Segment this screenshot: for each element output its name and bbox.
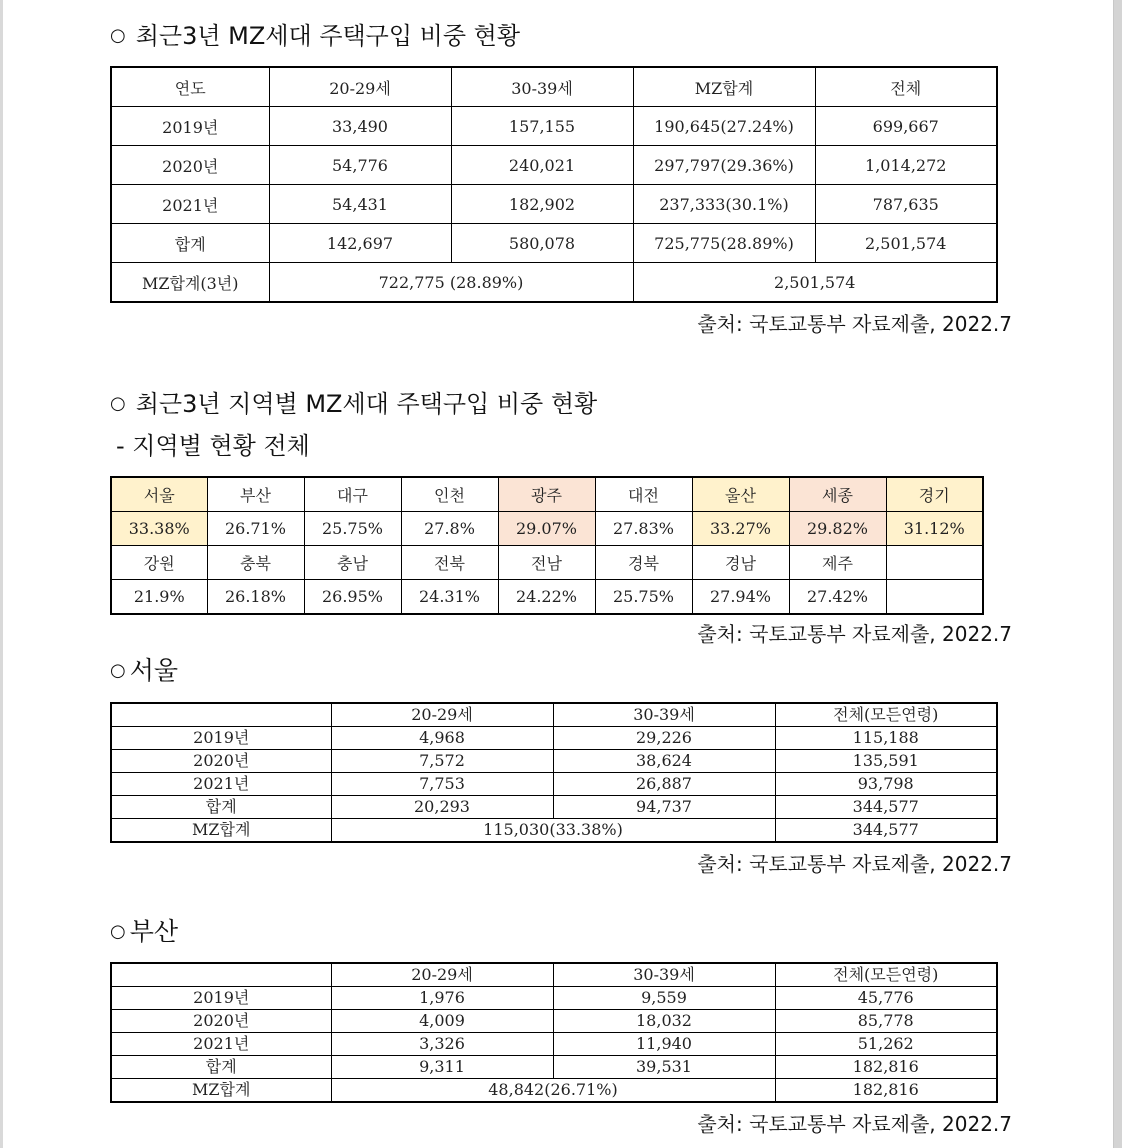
- source-note: 출처: 국토교통부 자료제출, 2022.7: [697, 622, 1012, 646]
- cell: 26,887: [553, 773, 775, 796]
- value-cell: 27.83%: [595, 512, 692, 546]
- cell: 94,737: [553, 796, 775, 819]
- cell: 54,431: [269, 185, 451, 224]
- cell: 20,293: [331, 796, 553, 819]
- cell: 237,333(30.1%): [633, 185, 815, 224]
- cell: 18,032: [553, 1010, 775, 1033]
- header-cell: [111, 703, 331, 727]
- value-cell: 24.31%: [401, 580, 498, 615]
- header-cell: 30-39세: [553, 963, 775, 987]
- region-cell: 대전: [595, 477, 692, 512]
- value-cell: 24.22%: [498, 580, 595, 615]
- cell: 182,902: [451, 185, 633, 224]
- region-cell: 서울: [111, 477, 207, 512]
- cell: 4,968: [331, 727, 553, 750]
- region-cell: 경북: [595, 546, 692, 580]
- header-cell: 20-29세: [331, 963, 553, 987]
- region-name-row: [111, 477, 983, 512]
- cell: 115,188: [775, 727, 997, 750]
- region-cell: 광주: [498, 477, 595, 512]
- seoul-title: 서울: [129, 656, 179, 685]
- cell: 115,030(33.38%): [331, 819, 775, 843]
- region-cell: 충북: [207, 546, 304, 580]
- cell: 2,501,574: [815, 224, 997, 263]
- region-cell: 전남: [498, 546, 595, 580]
- table-row: [111, 107, 997, 146]
- table-row: [111, 750, 997, 773]
- table-row: [111, 773, 997, 796]
- value-cell: 25.75%: [595, 580, 692, 615]
- value-cell: 26.95%: [304, 580, 401, 615]
- region-cell: 경기: [886, 477, 983, 512]
- cell: 11,940: [553, 1033, 775, 1056]
- empty-cell: [886, 546, 983, 580]
- section1-heading: [110, 16, 520, 51]
- table-row: [111, 796, 997, 819]
- cell: 7,753: [331, 773, 553, 796]
- cell: 2021년: [111, 773, 331, 796]
- cell: 7,572: [331, 750, 553, 773]
- section1-title: 최근3년 MZ세대 주택구입 비중 현황: [135, 22, 521, 50]
- table-row: [111, 1010, 997, 1033]
- header-cell: 20-29세: [331, 703, 553, 727]
- cell: 3,326: [331, 1033, 553, 1056]
- cell: 합계: [111, 224, 269, 263]
- value-cell: 26.71%: [207, 512, 304, 546]
- cell: 2020년: [111, 750, 331, 773]
- cell: 33,490: [269, 107, 451, 146]
- summary-row: [111, 263, 997, 303]
- cell: 54,776: [269, 146, 451, 185]
- cell: 93,798: [775, 773, 997, 796]
- header-cell: 전체: [815, 67, 997, 107]
- summary-row: [111, 1079, 997, 1103]
- cell: 142,697: [269, 224, 451, 263]
- table-row: [111, 727, 997, 750]
- cell: 2020년: [111, 146, 269, 185]
- mz-purchase-table: [110, 66, 998, 303]
- table-header-row: [111, 963, 997, 987]
- section2-subtitle: - 지역별 현황 전체: [116, 432, 310, 460]
- cell: 48,842(26.71%): [331, 1079, 775, 1103]
- cell: 85,778: [775, 1010, 997, 1033]
- value-cell: 26.18%: [207, 580, 304, 615]
- cell: 135,591: [775, 750, 997, 773]
- region-cell: 대구: [304, 477, 401, 512]
- busan-title: 부산: [129, 917, 179, 946]
- table-row: [111, 987, 997, 1010]
- region-cell: 강원: [111, 546, 207, 580]
- region-cell: 울산: [692, 477, 789, 512]
- cell: 2019년: [111, 727, 331, 750]
- cell: 9,311: [331, 1056, 553, 1079]
- cell: 9,559: [553, 987, 775, 1010]
- header-cell: 30-39세: [553, 703, 775, 727]
- region-cell: 부산: [207, 477, 304, 512]
- table-row: [111, 146, 997, 185]
- value-cell: 21.9%: [111, 580, 207, 615]
- section2-title: 최근3년 지역별 MZ세대 주택구입 비중 현황: [135, 390, 598, 418]
- region-cell: 충남: [304, 546, 401, 580]
- bullet-icon: ○: [110, 921, 126, 942]
- cell: 2021년: [111, 185, 269, 224]
- value-cell: 27.42%: [789, 580, 886, 615]
- table-row: [111, 224, 997, 263]
- page-edge-left: [0, 0, 3, 1148]
- cell: 합계: [111, 796, 331, 819]
- source-note: 출처: 국토교통부 자료제출, 2022.7: [697, 852, 1012, 876]
- cell: 39,531: [553, 1056, 775, 1079]
- cell: 2021년: [111, 1033, 331, 1056]
- value-cell: 25.75%: [304, 512, 401, 546]
- seoul-heading: [110, 651, 178, 687]
- value-cell: 33.38%: [111, 512, 207, 546]
- cell: 699,667: [815, 107, 997, 146]
- header-cell: 전체(모든연령): [775, 963, 997, 987]
- cell: 2019년: [111, 987, 331, 1010]
- cell: 344,577: [775, 796, 997, 819]
- cell: 2020년: [111, 1010, 331, 1033]
- table-row: [111, 185, 997, 224]
- bullet-icon: ○: [110, 393, 126, 414]
- cell: 51,262: [775, 1033, 997, 1056]
- cell: 1,014,272: [815, 146, 997, 185]
- summary-row: [111, 819, 997, 843]
- region-cell: 인천: [401, 477, 498, 512]
- bullet-icon: ○: [110, 660, 126, 681]
- table-header-row: [111, 67, 997, 107]
- scrollbar[interactable]: [1113, 0, 1122, 1148]
- cell: MZ합계(3년): [111, 263, 269, 303]
- cell: MZ합계: [111, 1079, 331, 1103]
- cell: 580,078: [451, 224, 633, 263]
- cell: MZ합계: [111, 819, 331, 843]
- table-row: [111, 1056, 997, 1079]
- value-cell: 29.82%: [789, 512, 886, 546]
- region-cell: 제주: [789, 546, 886, 580]
- region-value-row: [111, 580, 983, 615]
- busan-table: [110, 962, 998, 1103]
- section2-heading: [110, 384, 597, 419]
- region-cell: 경남: [692, 546, 789, 580]
- cell: 297,797(29.36%): [633, 146, 815, 185]
- source-note: 출처: 국토교통부 자료제출, 2022.7: [697, 312, 1012, 336]
- empty-cell: [886, 580, 983, 615]
- header-cell: [111, 963, 331, 987]
- value-cell: 27.8%: [401, 512, 498, 546]
- cell: 182,816: [775, 1056, 997, 1079]
- header-cell: 30-39세: [451, 67, 633, 107]
- cell: 787,635: [815, 185, 997, 224]
- header-cell: 연도: [111, 67, 269, 107]
- header-cell: MZ합계: [633, 67, 815, 107]
- cell: 38,624: [553, 750, 775, 773]
- bullet-icon: ○: [110, 25, 126, 46]
- source-note: 출처: 국토교통부 자료제출, 2022.7: [697, 1112, 1012, 1136]
- table-header-row: [111, 703, 997, 727]
- value-cell: 31.12%: [886, 512, 983, 546]
- cell: 157,155: [451, 107, 633, 146]
- region-value-row: [111, 512, 983, 546]
- table-row: [111, 1033, 997, 1056]
- region-cell: 세종: [789, 477, 886, 512]
- cell: 45,776: [775, 987, 997, 1010]
- seoul-table: [110, 702, 998, 843]
- cell: 4,009: [331, 1010, 553, 1033]
- header-cell: 전체(모든연령): [775, 703, 997, 727]
- value-cell: 27.94%: [692, 580, 789, 615]
- value-cell: 33.27%: [692, 512, 789, 546]
- region-cell: 전북: [401, 546, 498, 580]
- header-cell: 20-29세: [269, 67, 451, 107]
- cell: 29,226: [553, 727, 775, 750]
- cell: 2,501,574: [633, 263, 997, 303]
- value-cell: 29.07%: [498, 512, 595, 546]
- cell: 2019년: [111, 107, 269, 146]
- cell: 344,577: [775, 819, 997, 843]
- cell: 1,976: [331, 987, 553, 1010]
- cell: 722,775 (28.89%): [269, 263, 633, 303]
- cell: 725,775(28.89%): [633, 224, 815, 263]
- region-name-row: [111, 546, 983, 580]
- cell: 240,021: [451, 146, 633, 185]
- busan-heading: [110, 912, 178, 948]
- cell: 합계: [111, 1056, 331, 1079]
- cell: 190,645(27.24%): [633, 107, 815, 146]
- regional-share-table: [110, 476, 984, 615]
- cell: 182,816: [775, 1079, 997, 1103]
